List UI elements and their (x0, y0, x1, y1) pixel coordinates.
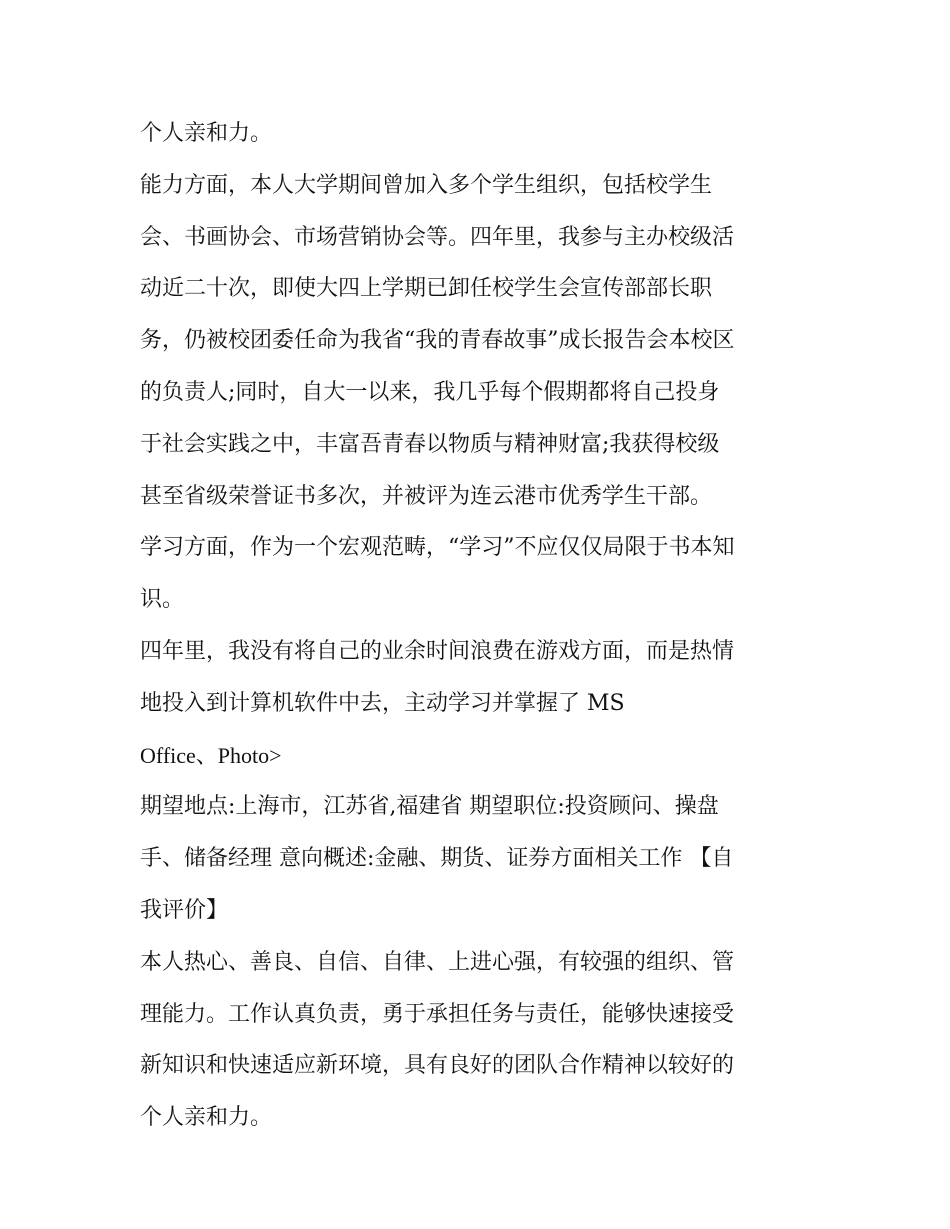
text-line: 四年里，我没有将自己的业余时间浪费在游戏方面，而是热情 (140, 638, 735, 664)
text-line: 动近二十次，即使大四上学期已卸任校学生会宣传部部长职 (140, 276, 713, 302)
text-line: 本人热心、善良、自信、自律、上进心强，有较强的组织、管 (140, 949, 735, 975)
text-line: 手、储备经理 意向概述:金融、期货、证券方面相关工作 【自 (140, 846, 734, 872)
text-line: 个人亲和力。 (140, 1105, 273, 1131)
text-line: 会、书画协会、市场营销协会等。四年里，我参与主办校级活 (140, 224, 735, 250)
text-line: 甚至省级荣誉证书多次，并被评为连云港市优秀学生干部。 (140, 483, 713, 509)
text-line: 务，仍被校团委任命为我省“我的青春故事”成长报告会本校区 (140, 328, 735, 354)
text-line: 于社会实践之中，丰富吾青春以物质与精神财富;我获得校级 (140, 431, 720, 457)
text-line: 地投入到计算机软件中去，主动学习并掌握了 MS (140, 690, 625, 716)
text-line: Office、Photo> (140, 742, 282, 768)
text-line: 理能力。工作认真负责，勇于承担任务与责任，能够快速接受 (140, 1001, 735, 1027)
text-line: 我评价】 (140, 897, 229, 923)
text-line: 学习方面，作为一个宏观范畴，“学习”不应仅仅局限于书本知 (140, 535, 735, 561)
text-line: 的负责人;同时，自大一以来，我几乎每个假期都将自己投身 (140, 379, 720, 405)
text-line: 个人亲和力。 (140, 121, 273, 146)
text-line: 期望地点:上海市，江苏省,福建省 期望职位:投资顾问、操盘 (140, 794, 719, 820)
text-line: 识。 (140, 587, 185, 613)
text-line: 能力方面，本人大学期间曾加入多个学生组织，包括校学生 (140, 172, 713, 198)
text-line: 新知识和快速适应新环境，具有良好的团队合作精神以较好的 (140, 1053, 735, 1079)
document-body (140, 108, 820, 1144)
